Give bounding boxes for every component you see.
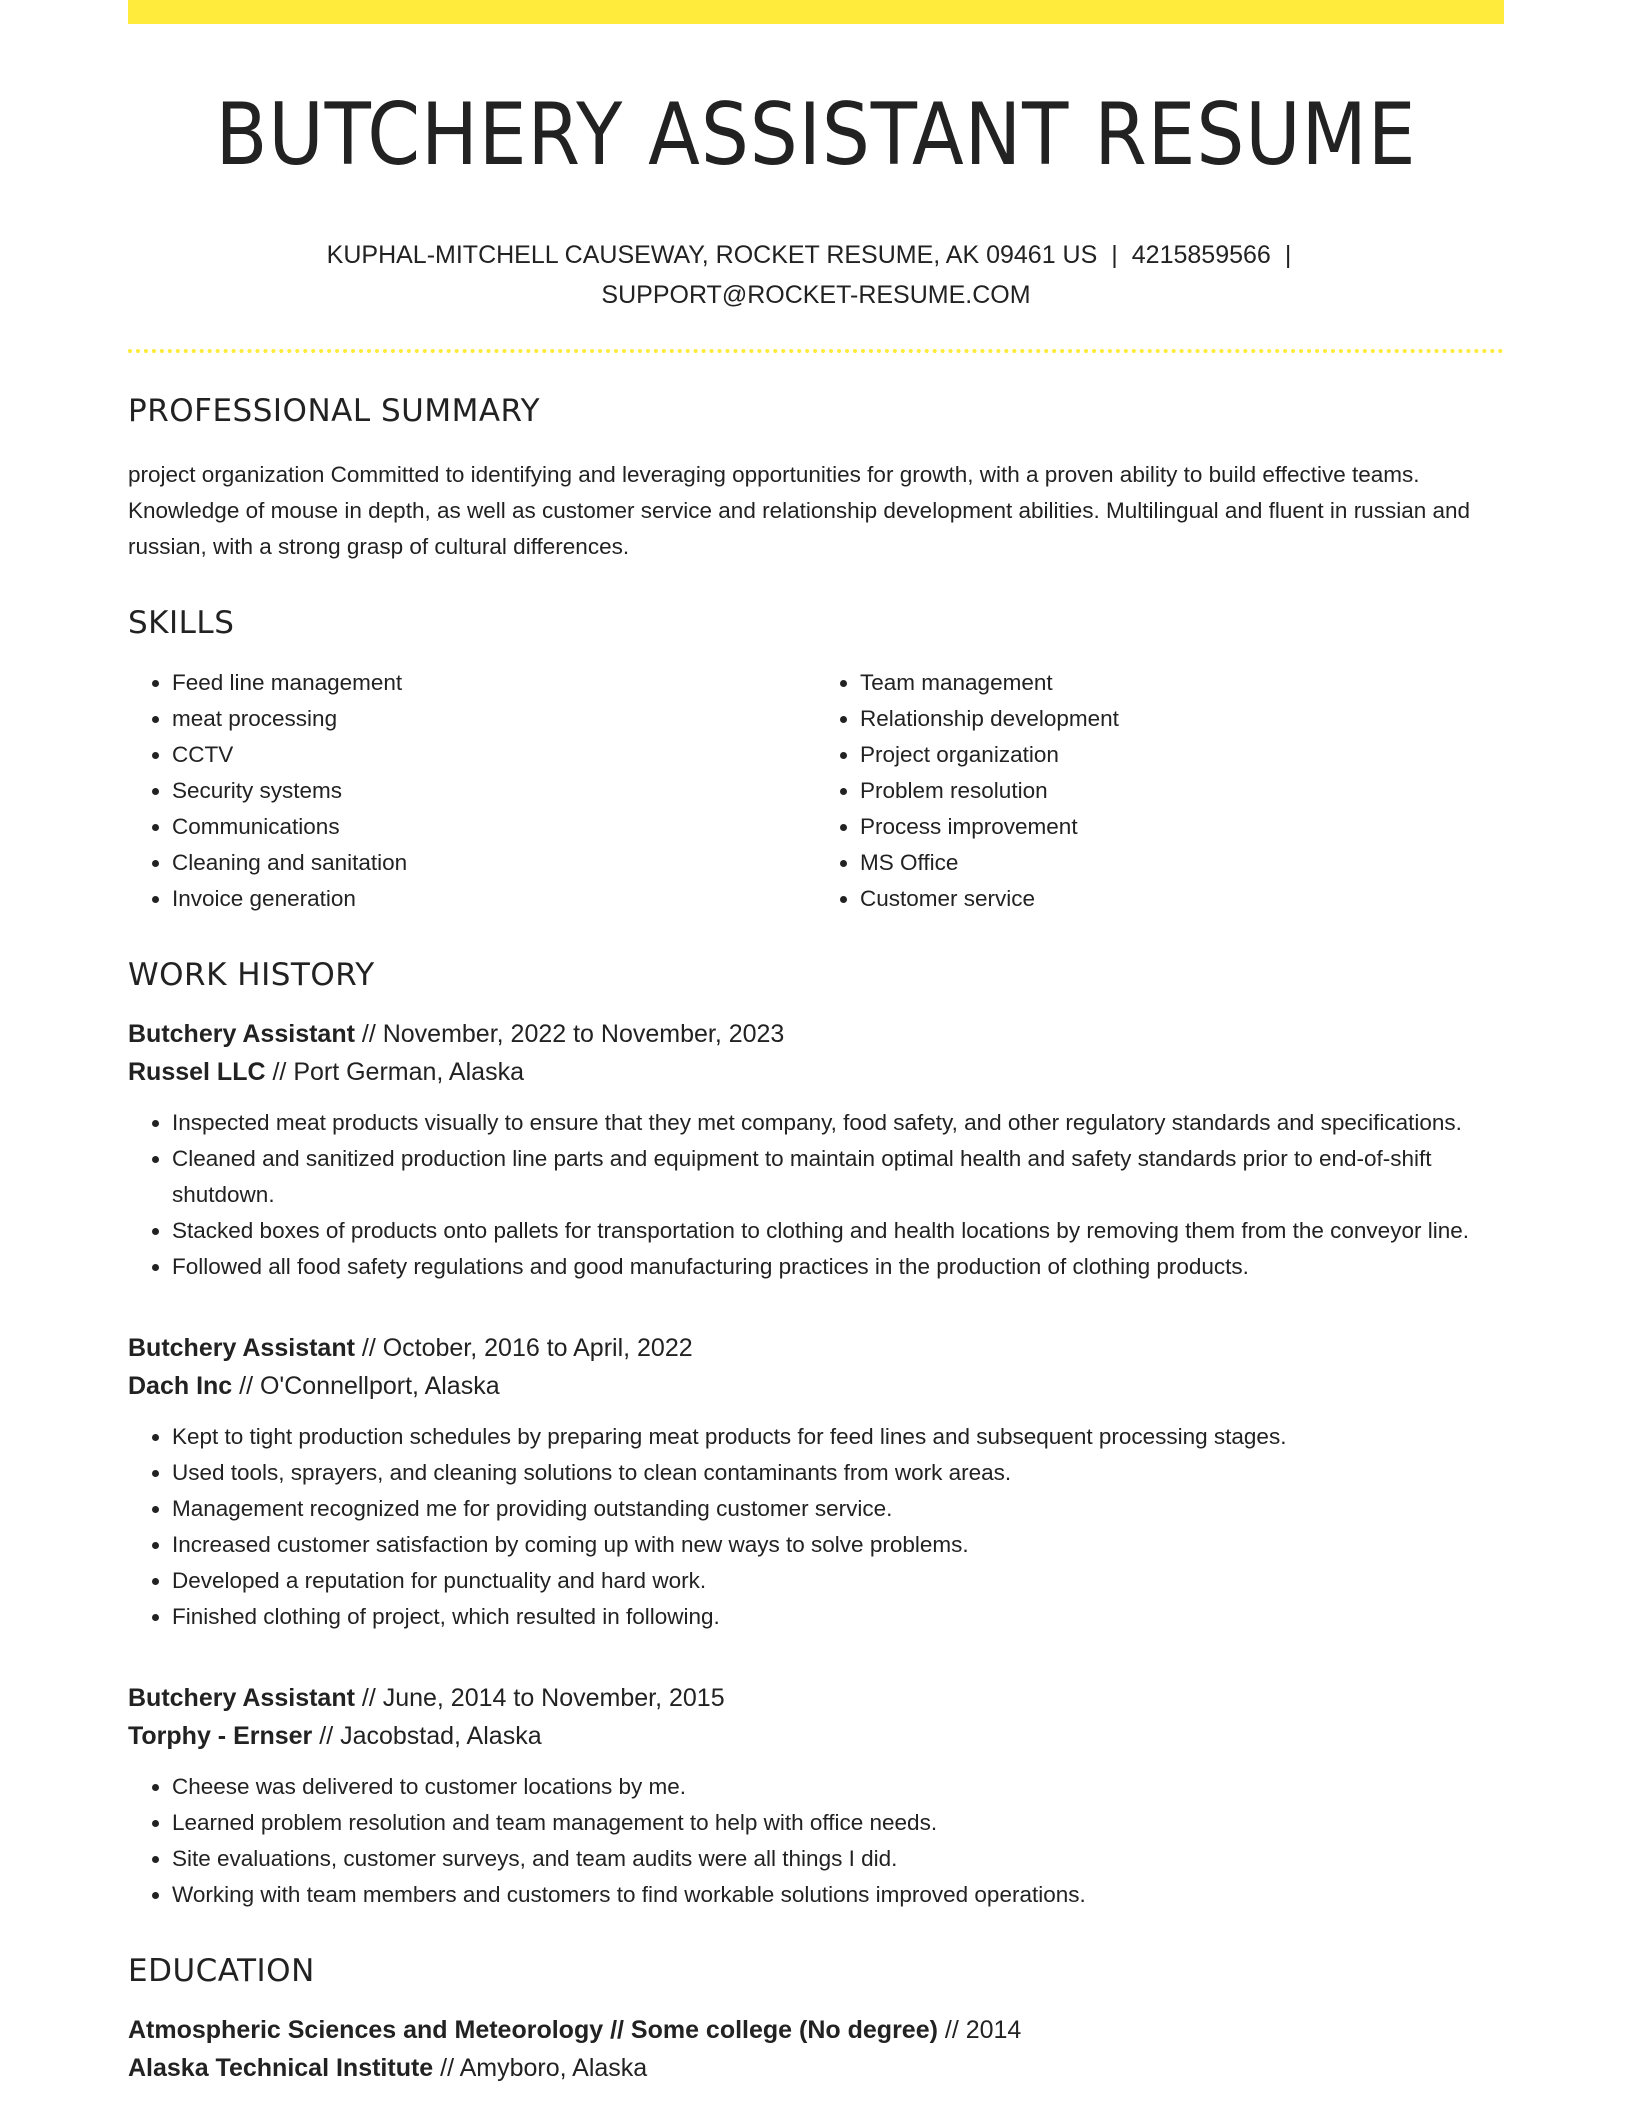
job-bullet: • Inspected meat products visually to ensure that they met company, food safety, and other regulatory standards and specifications. <box>172 1105 1504 1141</box>
education-school: Alaska Technical Institute <box>128 2053 434 2082</box>
job-title-line <box>128 1015 1504 1053</box>
education-location: // Amyboro, Alaska <box>433 2053 648 2082</box>
education-year: // 2014 <box>937 2015 1022 2044</box>
skill-item: • CCTV <box>172 737 816 773</box>
contact-address: KUPHAL-MITCHELL CAUSEWAY, ROCKET RESUME, AK 09461 US <box>326 240 1098 269</box>
contact-separator: | <box>1284 240 1292 269</box>
skill-item: • Team management <box>860 665 1504 701</box>
job-bullet: • Increased customer satisfaction by coming up with new ways to solve problems. <box>172 1527 1504 1563</box>
job-location: // Jacobstad, Alaska <box>312 1721 542 1750</box>
resume-title: BUTCHERY ASSISTANT RESUME <box>215 85 1417 185</box>
resume-page <box>128 0 1504 2087</box>
education-degree: Atmospheric Sciences and Meteorology // Some college (No degree) <box>128 2015 938 2044</box>
skill-item: • Customer service <box>860 881 1504 917</box>
summary-heading: PROFESSIONAL SUMMARY <box>128 392 541 429</box>
skill-item: • Process improvement <box>860 809 1504 845</box>
job-title: Butchery Assistant <box>128 1019 355 1048</box>
contact-info <box>128 235 1504 315</box>
job-company: Torphy - Ernser <box>128 1721 313 1750</box>
job-bullets <box>128 1105 1504 1285</box>
skill-item: • Problem resolution <box>860 773 1504 809</box>
job-bullet: • Cheese was delivered to customer locations by me. <box>172 1769 1504 1805</box>
job-location: // O'Connellport, Alaska <box>232 1371 500 1400</box>
contact-email: SUPPORT@ROCKET-RESUME.COM <box>601 280 1031 309</box>
job-dates: // November, 2022 to November, 2023 <box>354 1019 785 1048</box>
job-company: Dach Inc <box>128 1371 233 1400</box>
skill-item: • meat processing <box>172 701 816 737</box>
job-bullet: • Stacked boxes of products onto pallets for transportation to clothing and health locations by removing them from the conveyor line. <box>172 1213 1504 1249</box>
job-company-line <box>128 1717 1504 1755</box>
job-bullet: • Followed all food safety regulations and good manufacturing practices in the production of clothing products. <box>172 1249 1504 1285</box>
top-accent-bar <box>128 0 1504 24</box>
summary-section <box>128 393 1504 565</box>
job-dates: // June, 2014 to November, 2015 <box>354 1683 725 1712</box>
work-history-heading: WORK HISTORY <box>128 956 375 993</box>
job-dates: // October, 2016 to April, 2022 <box>354 1333 693 1362</box>
skill-item: • Relationship development <box>860 701 1504 737</box>
job-bullets <box>128 1419 1504 1635</box>
job-entry <box>128 1679 1504 1913</box>
job-company-line <box>128 1053 1504 1091</box>
job-bullet: • Developed a reputation for punctuality and hard work. <box>172 1563 1504 1599</box>
skills-grid <box>128 665 1504 917</box>
job-company-line <box>128 1367 1504 1405</box>
skill-item: • Cleaning and sanitation <box>172 845 816 881</box>
education-school-line <box>128 2049 1504 2087</box>
job-bullet: • Learned problem resolution and team management to help with office needs. <box>172 1805 1504 1841</box>
contact-separator: | <box>1111 240 1118 269</box>
job-bullet: • Cleaned and sanitized production line parts and equipment to maintain optimal health and safety standards prior to end-of-shift shutdown. <box>172 1141 1504 1213</box>
job-entry <box>128 1015 1504 1285</box>
job-title: Butchery Assistant <box>128 1333 355 1362</box>
skill-item: • Communications <box>172 809 816 845</box>
skills-heading: SKILLS <box>128 604 235 641</box>
job-entry <box>128 1329 1504 1635</box>
job-title-line <box>128 1329 1504 1367</box>
education-degree-line <box>128 2011 1504 2049</box>
job-bullet: • Finished clothing of project, which resulted in following. <box>172 1599 1504 1635</box>
skill-item: • MS Office <box>860 845 1504 881</box>
summary-text: project organization Committed to identifying and leveraging opportunities for growth, with a proven ability to build effective teams. Knowledge of mouse in depth, as well as customer service and relationship development abilities. Multilingual and fluent in russian and russian, with a strong grasp of cultural differences. <box>128 461 1471 559</box>
job-bullet: • Site evaluations, customer surveys, and team audits were all things I did. <box>172 1841 1504 1877</box>
job-title: Butchery Assistant <box>128 1683 355 1712</box>
job-company: Russel LLC <box>128 1057 266 1086</box>
job-bullet: • Management recognized me for providing outstanding customer service. <box>172 1491 1504 1527</box>
skills-section <box>128 605 1504 917</box>
skill-item: • Feed line management <box>172 665 816 701</box>
contact-phone: 4215859566 <box>1131 240 1271 269</box>
skill-item: • Security systems <box>172 773 816 809</box>
job-bullet: • Kept to tight production schedules by preparing meat products for feed lines and subsequent processing stages. <box>172 1419 1504 1455</box>
job-bullet: • Working with team members and customers to find workable solutions improved operations. <box>172 1877 1504 1913</box>
skills-column-left <box>128 665 816 917</box>
job-location: // Port German, Alaska <box>265 1057 524 1086</box>
work-history-section <box>128 957 1504 1913</box>
job-title-line <box>128 1679 1504 1717</box>
education-entry <box>128 2011 1504 2087</box>
job-bullets <box>128 1769 1504 1913</box>
education-heading: EDUCATION <box>128 1952 315 1989</box>
skill-item: • Project organization <box>860 737 1504 773</box>
education-section <box>128 1953 1504 2087</box>
job-bullet: • Used tools, sprayers, and cleaning solutions to clean contaminants from work areas. <box>172 1455 1504 1491</box>
header-divider <box>128 349 1504 353</box>
skill-item: • Invoice generation <box>172 881 816 917</box>
skills-column-right <box>816 665 1504 917</box>
